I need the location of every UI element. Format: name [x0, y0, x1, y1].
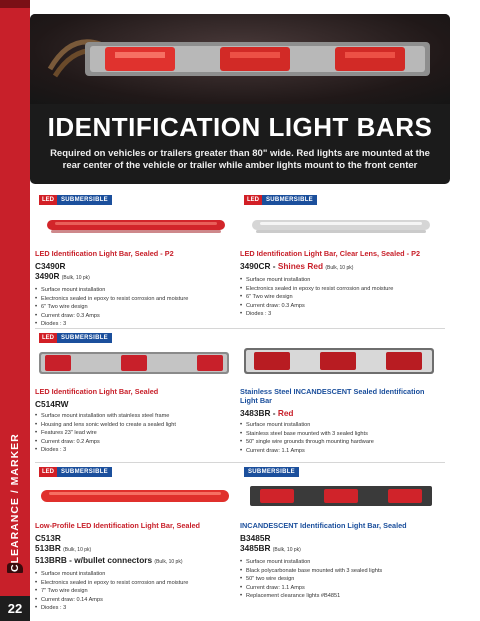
feature-list — [35, 286, 235, 329]
product-image — [240, 330, 440, 385]
page-number: 22 — [0, 596, 30, 621]
submersible-badge: SUBMERSIBLE — [244, 467, 299, 477]
product-title: LED Identification Light Bar, Sealed — [35, 387, 159, 396]
light-bar-image — [35, 330, 235, 385]
product-code: 513BRB - w/bullet connectors (Bulk, 10 pk) — [35, 555, 183, 565]
feature-item: • 7" Two wire design — [35, 587, 235, 596]
feature-item: • Current draw: 0.2 Amps — [35, 438, 235, 447]
feature-list — [240, 276, 440, 319]
hero-light-bar-image — [30, 14, 450, 104]
feature-item: • Black polycarbonate base mounted with 3 sealed lights — [240, 567, 440, 576]
light-bar-image — [35, 192, 235, 247]
feature-list — [35, 412, 235, 455]
feature-item: • Surface mount installation — [240, 276, 440, 285]
feature-item: • 50" single wire grounds through mounting hardware — [240, 438, 440, 447]
feature-item: • Stainless steel base mounted with 3 sealed lights — [240, 430, 440, 439]
feature-list — [240, 558, 440, 601]
feature-item: • Diodes : 3 — [35, 604, 235, 613]
light-bar-image — [240, 330, 440, 385]
product-image — [240, 192, 440, 247]
product-code: C513R — [35, 533, 61, 543]
product-code: 3490R (Bulk, 10 pk) — [35, 271, 90, 281]
section-label: CLEARANCE / MARKER — [9, 433, 21, 572]
led-submersible-badge: LED SUBMERSIBLE — [39, 467, 112, 477]
product-image — [35, 330, 235, 385]
light-bar-image — [35, 464, 235, 519]
feature-item: • Current draw: 0.3 Amps — [35, 312, 235, 321]
feature-list — [35, 570, 235, 613]
product-code: 3485BR (Bulk, 10 pk) — [240, 543, 301, 553]
feature-list — [240, 421, 440, 455]
product-code: 513BR (Bulk, 10 pk) — [35, 543, 92, 553]
feature-item: • Current draw: 0.14 Amps — [35, 596, 235, 605]
feature-item: • Features 23" lead wire — [35, 429, 235, 438]
product-image — [35, 192, 235, 247]
feature-item: • Surface mount installation — [35, 570, 235, 579]
hero-title: IDENTIFICATION LIGHT BARS — [47, 112, 433, 142]
feature-item: • Current draw: 1.1 Amps — [240, 447, 440, 456]
feature-item: • Current draw: 0.3 Amps — [240, 302, 440, 311]
feature-item: • Diodes : 3 — [35, 446, 235, 455]
feature-item: • Surface mount installation with stainless steel frame — [35, 412, 235, 421]
feature-item: • Surface mount installation — [35, 286, 235, 295]
product-title: Low-Profile LED Identification Light Bar, Sealed — [35, 521, 201, 530]
light-bar-image — [240, 464, 440, 519]
led-submersible-badge: LED SUBMERSIBLE — [39, 333, 112, 343]
product-code: C3490R — [35, 261, 66, 271]
feature-item: • Surface mount installation — [240, 421, 440, 430]
product-title: Stainless Steel INCANDESCENT Sealed Identification Light Bar — [240, 387, 425, 405]
product-code: 3483BR - Red — [240, 408, 294, 418]
feature-item: • 6" Two wire design — [35, 303, 235, 312]
divider — [35, 462, 445, 463]
feature-item: • Surface mount installation — [240, 558, 440, 567]
product-code: 3490CR - Shines Red (Bulk, 10 pk) — [240, 261, 354, 271]
feature-item: • Housing and lens sonic welded to create a sealed light — [35, 421, 235, 430]
section-side-tab — [0, 0, 30, 621]
side-tab-cap — [0, 0, 30, 8]
hero-photo — [30, 14, 450, 104]
feature-item: • Replacement clearance lights #B4851 — [240, 592, 440, 601]
product-image — [35, 464, 235, 519]
product-code: B3485R — [240, 533, 271, 543]
hero-subtitle: Required on vehicles or trailers greater than 80" wide. Red lights are mounted at the rear center of the vehicle or trailer while amber lights mount to the front center — [50, 148, 430, 171]
feature-item: • Electronics sealed in epoxy to resist corrosion and moisture — [35, 295, 235, 304]
feature-item: • 50" two wire design — [240, 575, 440, 584]
led-submersible-badge: LED SUBMERSIBLE — [39, 195, 112, 205]
feature-item: • Electronics sealed in epoxy to resist corrosion and moisture — [240, 285, 440, 294]
feature-item: • Diodes : 3 — [35, 320, 235, 329]
product-image — [240, 464, 440, 519]
feature-item: • Current draw: 1.1 Amps — [240, 584, 440, 593]
divider — [35, 328, 445, 329]
product-code: C514RW — [35, 399, 69, 409]
product-title: INCANDESCENT Identification Light Bar, Sealed — [240, 521, 407, 530]
product-title: LED Identification Light Bar, Sealed - P2 — [35, 249, 174, 258]
led-submersible-badge: LED SUBMERSIBLE — [244, 195, 317, 205]
feature-item: • Electronics sealed in epoxy to resist corrosion and moisture — [35, 579, 235, 588]
product-title: LED Identification Light Bar, Clear Lens, Sealed - P2 — [240, 249, 421, 258]
light-bar-image — [240, 192, 440, 247]
feature-item: • Diodes : 3 — [240, 310, 440, 319]
hero-banner — [30, 14, 450, 184]
feature-item: • 6" Two wire design — [240, 293, 440, 302]
